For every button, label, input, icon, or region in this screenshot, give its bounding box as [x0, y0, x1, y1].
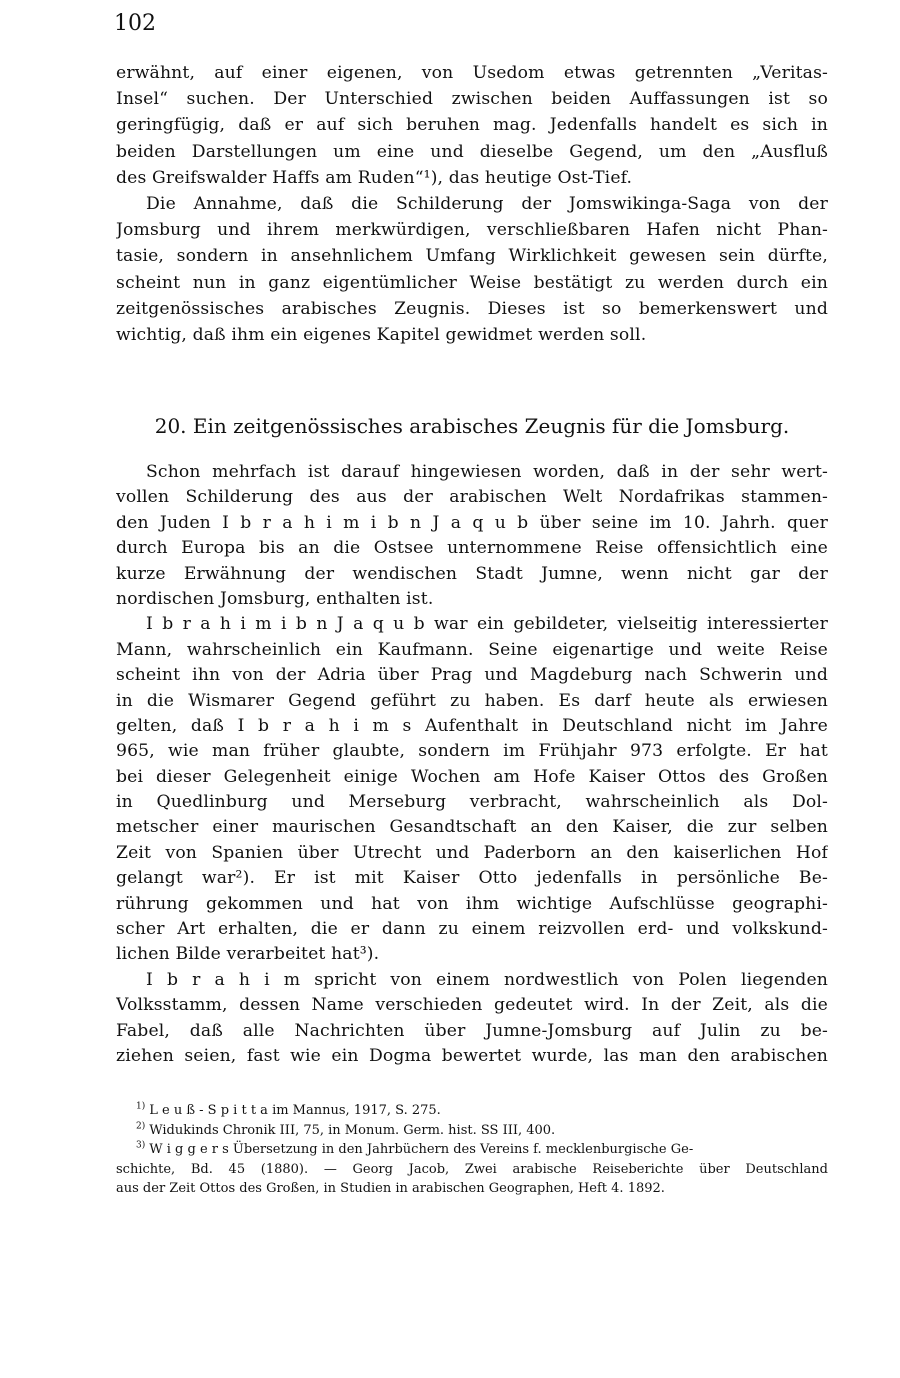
- text-line: erwähnt, auf einer eigenen, von Usedom etwas getrennten „Veritas-: [116, 63, 828, 83]
- footnote-text: W i g g e r s Übersetzung in den Jahrbüchern des Vereins f. mecklenburgische Ge-: [149, 1142, 694, 1157]
- text-line: Schon mehrfach ist darauf hingewiesen worden, daß in der sehr wert-: [146, 462, 828, 482]
- text-line: den Juden I b r a h i m i b n J a q u b über seine im 10. Jahrh. quer: [116, 512, 828, 533]
- page-number: 102: [114, 11, 156, 36]
- text-line: scheint ihn von der Adria über Prag und Magdeburg nach Schwerin und: [116, 665, 828, 686]
- text-line: nordischen Jomsburg, enthalten ist.: [116, 588, 434, 609]
- text-line: ziehen seien, fast wie ein Dogma bewertet wurde, las man den arabischen: [116, 1045, 828, 1066]
- text-line: wichtig, daß ihm ein eigenes Kapitel gewidmet werden soll.: [116, 324, 647, 345]
- text-line: metscher einer maurischen Gesandtschaft an den Kaiser, die zur selben: [116, 817, 828, 838]
- footnote-text: L e u ß - S p i t t a im Mannus, 1917, S. 275.: [149, 1103, 441, 1118]
- chapter-heading: 20. Ein zeitgenössisches arabisches Zeugnis für die Jomsburg.: [154, 414, 790, 438]
- text-line: tasie, sondern in ansehnlichem Umfang Wirklichkeit gewesen sein dürfte,: [116, 246, 828, 267]
- footnote-marker: 3): [136, 1140, 146, 1151]
- text-line: 965, wie man früher glaubte, sondern im Frühjahr 973 erfolgte. Er hat: [116, 741, 828, 762]
- text-line: Fabel, daß alle Nachrichten über Jumne-Jomsburg auf Julin zu be-: [116, 1020, 828, 1041]
- text-line: Jomsburg und ihrem merkwürdigen, verschließbaren Hafen nicht Phan-: [116, 220, 828, 241]
- footnote-marker: 1): [136, 1101, 146, 1112]
- text-line: geringfügig, daß er auf sich beruhen mag. Jedenfalls handelt es sich in: [116, 115, 828, 136]
- text-line: in Quedlinburg und Merseburg verbracht, wahrscheinlich als Dol-: [116, 792, 828, 813]
- text-line: I b r a h i m i b n J a q u b war ein gebildeter, vielseitig interessierter: [146, 614, 828, 635]
- chapter-body: [116, 460, 828, 1069]
- text-line: Insel“ suchen. Der Unterschied zwischen beiden Auffassungen ist so: [116, 89, 828, 110]
- text-line: durch Europa bis an die Ostsee unternommene Reise offensichtlich eine: [116, 538, 828, 559]
- footnote-3: [116, 1140, 828, 1160]
- footnote-2: [116, 1121, 828, 1141]
- text-line: lichen Bilde verarbeitet hat³).: [116, 944, 380, 965]
- text-line: beiden Darstellungen um eine und dieselbe Gegend, um den „Ausfluß: [116, 141, 828, 162]
- text-line: des Greifswalder Haffs am Ruden“¹), das heutige Ost-Tief.: [116, 167, 633, 188]
- text-line: vollen Schilderung des aus der arabischen Welt Nordafrikas stammen-: [116, 487, 828, 508]
- text-line: in die Wismarer Gegend geführt zu haben. Es darf heute als erwiesen: [116, 690, 828, 711]
- text-line: Mann, wahrscheinlich ein Kaufmann. Seine eigenartige und weite Reise: [116, 639, 828, 660]
- text-line: scheint nun in ganz eigentümlicher Weise bestätigt zu werden durch ein: [116, 272, 828, 293]
- text-line: rührung gekommen und hat von ihm wichtige Aufschlüsse geographi-: [116, 893, 828, 914]
- text-line: bei dieser Gelegenheit einige Wochen am Hofe Kaiser Ottos des Großen: [116, 766, 828, 787]
- footnote-text: Widukinds Chronik III, 75, in Monum. Germ. hist. SS III, 400.: [149, 1122, 556, 1138]
- text-line: gelten, daß I b r a h i m s Aufenthalt in Deutschland nicht im Jahre: [116, 715, 828, 736]
- footnote-continuation-line: aus der Zeit Ottos des Großen, in Studien in arabischen Geographen, Heft 4. 1892.: [116, 1181, 665, 1196]
- intro-paragraphs: [116, 60, 828, 348]
- text-line: zeitgenössisches arabisches Zeugnis. Dieses ist so bemerkenswert und: [116, 298, 828, 319]
- text-line: scher Art erhalten, die er dann zu einem reizvollen erd- und volkskund-: [116, 919, 828, 940]
- text-line: gelangt war²). Er ist mit Kaiser Otto jedenfalls in persönliche Be-: [116, 868, 828, 889]
- text-line: kurze Erwähnung der wendischen Stadt Jumne, wenn nicht gar der: [116, 563, 828, 584]
- footnote-continuation-line: schichte, Bd. 45 (1880). — Georg Jacob, Zwei arabische Reiseberichte über Deutschland: [116, 1161, 828, 1177]
- text-line: I b r a h i m spricht von einem nordwestlich von Polen liegenden: [146, 969, 828, 990]
- text-line: Volksstamm, dessen Name verschieden gedeutet wird. In der Zeit, als die: [116, 995, 828, 1016]
- footnote-1: [116, 1101, 828, 1121]
- footnote-marker: 2): [136, 1121, 146, 1132]
- text-line: Zeit von Spanien über Utrecht und Paderborn an den kaiserlichen Hof: [116, 842, 828, 863]
- footnotes: [116, 1101, 828, 1199]
- text-line: Die Annahme, daß die Schilderung der Jomswikinga-Saga von der: [146, 193, 828, 214]
